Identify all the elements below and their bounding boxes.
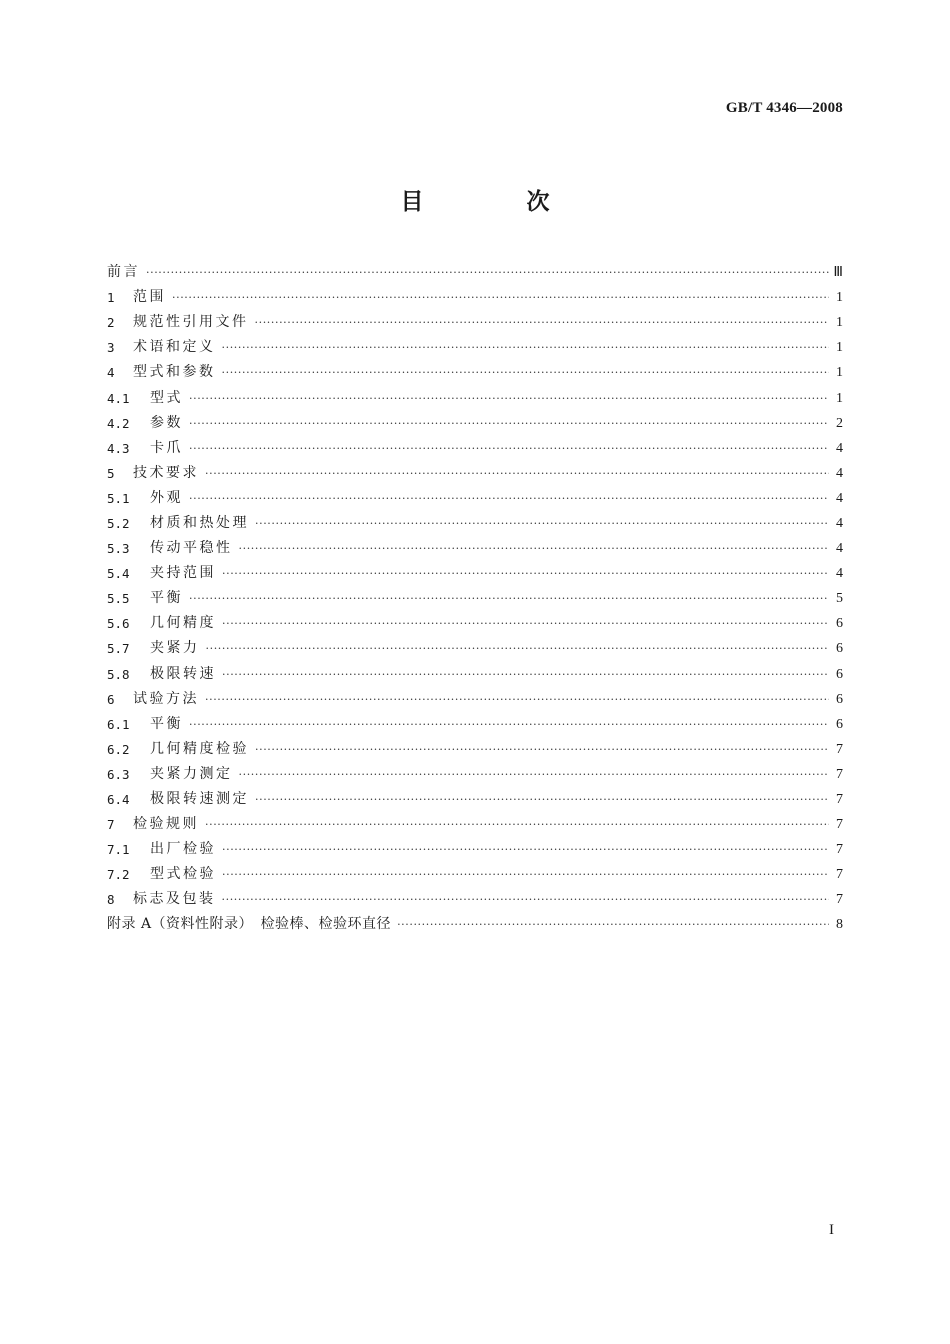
toc-entry-number: 5.5: [107, 591, 130, 607]
dot-leader: [255, 787, 829, 812]
toc-entry-label: 附录 A（资料性附录） 检验棒、检验环直径: [107, 916, 392, 933]
toc-entry[interactable]: [107, 787, 843, 812]
toc-entry-page: 6: [836, 691, 843, 707]
toc-entry-label: 术语和定义: [133, 339, 216, 356]
toc-entry-label: 型式检验: [150, 866, 216, 883]
toc-entry-number: 5.8: [107, 666, 130, 682]
toc-entry-page: 2: [836, 415, 843, 431]
toc-entry[interactable]: [107, 586, 843, 611]
toc-entry-label: 几何精度: [150, 615, 216, 632]
toc-entry[interactable]: [107, 411, 843, 436]
toc-entry[interactable]: [107, 536, 843, 561]
toc-entry-number: 7: [107, 817, 115, 833]
toc-entry-number: 5.4: [107, 566, 130, 582]
dot-leader: [206, 636, 830, 661]
dot-leader: [205, 812, 829, 837]
toc-entry-number: 7.2: [107, 867, 130, 883]
toc-entry-number: 6: [107, 691, 115, 707]
toc-entry-page: 7: [836, 766, 843, 782]
dot-leader: [205, 687, 829, 712]
toc-entry-page: 7: [836, 792, 843, 808]
toc-entry[interactable]: [107, 762, 843, 787]
toc-entry-label: 型式和参数: [133, 364, 216, 381]
toc-entry[interactable]: [107, 260, 843, 285]
dot-leader: [189, 386, 829, 411]
toc-entry-number: 5.3: [107, 541, 130, 557]
toc-entry-page: 6: [836, 641, 843, 657]
toc-entry-label: 标志及包装: [133, 891, 216, 908]
toc-entry[interactable]: [107, 912, 843, 937]
toc-entry-label: 传动平稳性: [150, 540, 233, 557]
toc-entry-page: 5: [836, 591, 843, 607]
toc-entry-number: 1: [107, 290, 115, 306]
toc-entry-page: 1: [836, 365, 843, 381]
toc-entry-label: 夹紧力测定: [150, 765, 233, 782]
toc-entry[interactable]: [107, 812, 843, 837]
dot-leader: [222, 611, 829, 636]
toc-entry[interactable]: [107, 636, 843, 661]
toc-entry-number: 5.2: [107, 515, 130, 531]
dot-leader: [205, 461, 829, 486]
toc-entry-label: 参数: [150, 414, 183, 431]
toc-entry-number: 6.3: [107, 766, 130, 782]
toc-entry[interactable]: [107, 360, 843, 385]
dot-leader: [222, 887, 830, 912]
dot-leader: [189, 486, 829, 511]
toc-entry-page: 8: [836, 917, 843, 933]
toc-entry-label: 试验方法: [133, 690, 199, 707]
dot-leader: [189, 436, 829, 461]
toc-entry-page: 7: [836, 892, 843, 908]
toc-entry-number: 4.2: [107, 415, 130, 431]
toc-entry-label: 卡爪: [150, 439, 183, 456]
dot-leader: [397, 912, 829, 937]
toc-entry[interactable]: [107, 561, 843, 586]
dot-leader: [239, 536, 830, 561]
toc-entry-label: 极限转速测定: [150, 791, 249, 808]
dot-leader: [222, 837, 829, 862]
toc-entry-page: 6: [836, 716, 843, 732]
toc-entry[interactable]: [107, 737, 843, 762]
page-title: 目 次: [400, 189, 590, 215]
toc-entry-label: 夹持范围: [150, 565, 216, 582]
toc-entry[interactable]: [107, 385, 843, 410]
toc-entry[interactable]: [107, 285, 843, 310]
toc-entry-page: 1: [836, 390, 843, 406]
dot-leader: [222, 335, 830, 360]
dot-leader: [222, 360, 830, 385]
toc-entry-page: 4: [836, 515, 843, 531]
toc-entry-page: 7: [836, 817, 843, 833]
toc-entry-page: 1: [836, 315, 843, 331]
page-number: I: [829, 1222, 834, 1238]
toc-entry[interactable]: [107, 486, 843, 511]
dot-leader: [222, 561, 829, 586]
toc-entry[interactable]: [107, 837, 843, 862]
toc-entry[interactable]: [107, 712, 843, 737]
toc-entry-number: 5.6: [107, 616, 130, 632]
toc-entry-page: 7: [836, 842, 843, 858]
toc-entry-number: 7.1: [107, 842, 130, 858]
toc-entry-label: 平衡: [150, 715, 183, 732]
dot-leader: [189, 586, 829, 611]
toc-entry-label: 检验规则: [133, 816, 199, 833]
table-of-contents: [107, 260, 843, 938]
toc-entry-page: 1: [836, 340, 843, 356]
dot-leader: [222, 662, 829, 687]
dot-leader: [255, 737, 829, 762]
dot-leader: [146, 260, 829, 285]
toc-entry[interactable]: [107, 862, 843, 887]
toc-entry[interactable]: [107, 335, 843, 360]
toc-entry-number: 6.1: [107, 716, 130, 732]
toc-entry[interactable]: [107, 887, 843, 912]
toc-entry-page: 4: [836, 440, 843, 456]
toc-entry-number: 5.1: [107, 490, 130, 506]
toc-entry-label: 规范性引用文件: [133, 314, 249, 331]
toc-entry-page: 4: [836, 490, 843, 506]
toc-entry[interactable]: [107, 611, 843, 636]
toc-entry-number: 6.2: [107, 741, 130, 757]
toc-entry-number: 5: [107, 465, 115, 481]
toc-entry-page: Ⅲ: [833, 265, 843, 281]
toc-entry-number: 5.7: [107, 641, 130, 657]
toc-entry-label: 极限转速: [150, 665, 216, 682]
toc-entry-label: 出厂检验: [150, 841, 216, 858]
dot-leader: [189, 712, 829, 737]
toc-entry-number: 4.1: [107, 390, 130, 406]
toc-entry-number: 4: [107, 365, 115, 381]
toc-entry-page: 7: [836, 741, 843, 757]
toc-entry[interactable]: [107, 687, 843, 712]
toc-entry-label: 范围: [133, 289, 166, 306]
toc-entry-page: 6: [836, 666, 843, 682]
toc-entry-label: 技术要求: [133, 464, 199, 481]
toc-entry-number: 8: [107, 892, 115, 908]
dot-leader: [239, 762, 830, 787]
toc-entry-page: 7: [836, 867, 843, 883]
dot-leader: [255, 511, 829, 536]
dot-leader: [172, 285, 829, 310]
dot-leader: [222, 862, 829, 887]
standard-code: GB/T 4346—2008: [725, 100, 843, 116]
toc-entry-number: 4.3: [107, 440, 130, 456]
toc-entry[interactable]: [107, 310, 843, 335]
toc-entry-label: 夹紧力: [150, 640, 200, 657]
toc-entry-label: 型式: [150, 389, 183, 406]
toc-entry-label: 外观: [150, 489, 183, 506]
dot-leader: [255, 310, 830, 335]
toc-entry[interactable]: [107, 662, 843, 687]
toc-entry-label: 平衡: [150, 590, 183, 607]
dot-leader: [189, 411, 829, 436]
toc-entry-page: 1: [836, 290, 843, 306]
toc-entry-page: 6: [836, 616, 843, 632]
toc-entry[interactable]: [107, 511, 843, 536]
toc-entry-number: 2: [107, 315, 115, 331]
toc-entry-label: 前言: [107, 264, 140, 281]
toc-entry-page: 4: [836, 465, 843, 481]
toc-entry-page: 4: [836, 541, 843, 557]
toc-entry-number: 3: [107, 340, 115, 356]
toc-entry[interactable]: [107, 461, 843, 486]
toc-entry-number: 6.4: [107, 792, 130, 808]
toc-entry[interactable]: [107, 436, 843, 461]
toc-entry-label: 几何精度检验: [150, 740, 249, 757]
toc-entry-page: 4: [836, 566, 843, 582]
toc-entry-label: 材质和热处理: [150, 514, 249, 531]
